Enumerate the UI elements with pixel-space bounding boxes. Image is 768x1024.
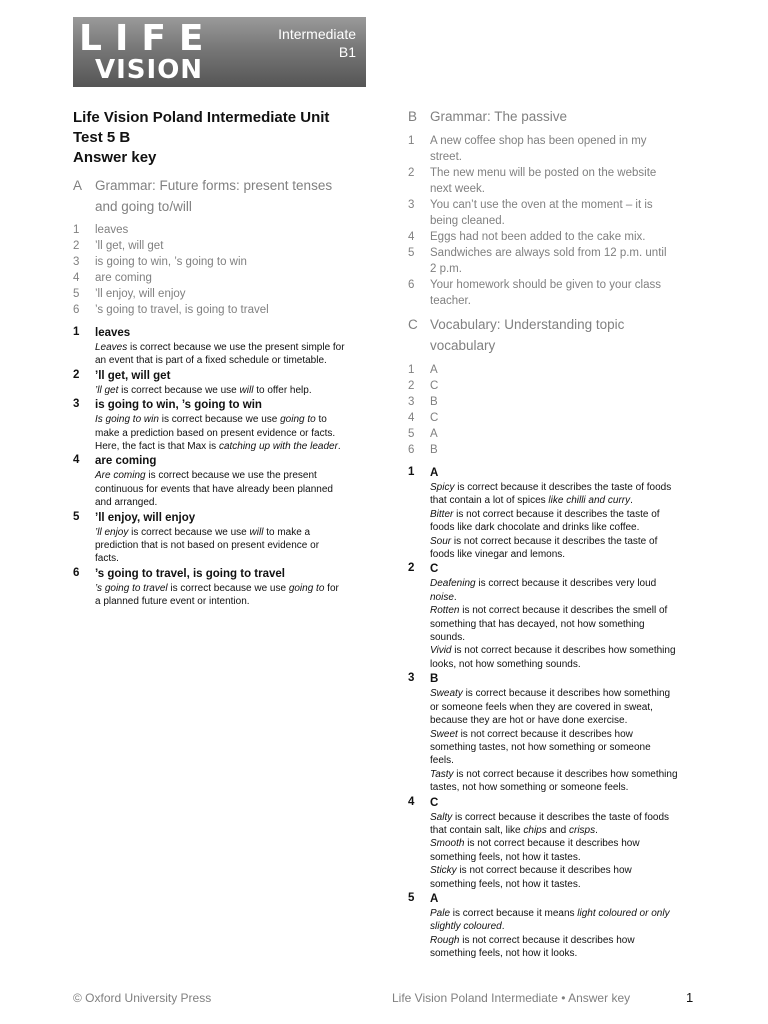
- emphasis-text: chips: [523, 824, 547, 836]
- explanation-line: [430, 728, 708, 741]
- explanation-line: [95, 469, 373, 482]
- explanation-line: [430, 811, 708, 824]
- logo-level-name: Intermediate: [278, 26, 356, 42]
- emphasis-text: Bitter: [430, 508, 454, 520]
- answer-number: 1: [73, 224, 80, 236]
- explanation-text: looks, not how something sounds.: [430, 658, 581, 670]
- explanation-line: [430, 548, 708, 561]
- logo-vision-word: VISION: [95, 55, 204, 85]
- explanation-item: [73, 325, 373, 368]
- section-b-heading-text: Grammar: The passive: [430, 109, 568, 124]
- footer-title: Life Vision Poland Intermediate • Answer key: [392, 991, 631, 1005]
- answer-number: 3: [408, 199, 415, 211]
- answer-number: 6: [408, 279, 415, 291]
- explanation-line: [430, 701, 708, 714]
- explanation-text: is not correct because it describes how something: [453, 768, 678, 780]
- emphasis-text: Vivid: [430, 645, 452, 657]
- answer-text-line: Your homework should be given to your class: [430, 279, 661, 291]
- explanation-text: is correct because we use: [128, 526, 250, 538]
- answer-list-item: [408, 197, 708, 229]
- emphasis-text: will: [249, 526, 264, 538]
- answer-list-item: [73, 238, 373, 254]
- explanation-text: Here, the fact is that Max is: [95, 441, 219, 453]
- life-vision-logo: [73, 17, 366, 87]
- explanation-line: [95, 413, 373, 426]
- explanation-text: feels.: [430, 755, 454, 767]
- explanation-text: because they are hot or have done exercise.: [430, 715, 628, 727]
- answer-text-line: A new coffee shop has been opened in my: [430, 135, 647, 147]
- section-b-heading: [408, 106, 708, 127]
- explanation-line: [430, 644, 708, 657]
- explanation-number: 5: [408, 891, 415, 904]
- emphasis-text: Sweaty: [430, 688, 463, 700]
- explanation-line: [430, 494, 708, 507]
- emphasis-text: catching up with the leader: [218, 441, 338, 453]
- emphasis-text: light coloured or only: [577, 907, 670, 919]
- explanation-line: [95, 354, 373, 367]
- explanation-line: [95, 595, 373, 608]
- emphasis-text: Sticky: [430, 865, 457, 877]
- explanation-text: prediction that is not based on present evidence or: [95, 540, 320, 552]
- explanation-item: [73, 453, 373, 509]
- answer-number: 4: [73, 272, 80, 284]
- answer-text: B: [430, 396, 438, 408]
- explanation-line: [95, 427, 373, 440]
- explanation-text: for: [324, 582, 339, 594]
- answer-text: C: [430, 380, 439, 392]
- emphasis-text: Spicy: [430, 482, 455, 493]
- answer-list-item: [408, 410, 708, 426]
- emphasis-text: Deafening: [430, 578, 476, 590]
- emphasis-text: ’s going to travel: [95, 582, 168, 594]
- explanation-answer: ’ll get, will get: [95, 369, 171, 382]
- explanation-line: [430, 947, 708, 960]
- explanation-item: [408, 795, 708, 891]
- explanation-answer: are coming: [95, 455, 157, 468]
- emphasis-text: Rough: [430, 934, 460, 946]
- answer-text: B: [430, 444, 438, 456]
- answer-text: ’s going to travel, is going to travel: [95, 304, 269, 316]
- explanation-line: [430, 535, 708, 548]
- explanation-answer: C: [430, 563, 439, 576]
- section-c-heading-line-1: Vocabulary: Understanding topic: [430, 317, 625, 332]
- answer-list-item: [408, 426, 708, 442]
- emphasis-text: ’ll enjoy: [95, 526, 129, 538]
- explanation-line: [430, 687, 708, 700]
- answer-number: 6: [73, 304, 80, 316]
- explanation-text: is not correct because it describes the smell of: [459, 605, 668, 617]
- explanation-line: [430, 577, 708, 590]
- explanation-text: something feels, not how it looks.: [430, 948, 578, 960]
- answer-number: 5: [73, 288, 80, 300]
- explanation-line: [430, 631, 708, 644]
- explanation-text: is not correct because it describes how: [457, 728, 633, 740]
- explanation-text: make a prediction based on present evidence or facts.: [95, 427, 336, 439]
- explanation-text: that contain salt, like: [430, 824, 524, 836]
- explanation-line: [430, 658, 708, 671]
- emphasis-text: Salty: [430, 811, 453, 823]
- section-c-letter: C: [408, 317, 418, 332]
- explanation-text: is correct because we use: [118, 384, 240, 396]
- answer-list-item: [408, 229, 708, 245]
- explanation-answer: ’s going to travel, is going to travel: [95, 567, 285, 580]
- explanation-text: is not correct because it describes how something: [451, 645, 676, 657]
- answer-list-item: [408, 165, 708, 197]
- section-c-answer-list: [408, 362, 708, 458]
- explanation-text: something feels, not how it tastes.: [430, 851, 581, 863]
- answer-number: 3: [408, 396, 415, 408]
- section-a-explanations: [73, 325, 373, 609]
- answer-list-item: [408, 378, 708, 394]
- explanation-text: is correct because it describes the taste of foods: [454, 482, 672, 493]
- answer-number: 4: [408, 231, 415, 243]
- answer-text-line: The new menu will be posted on the website: [430, 167, 657, 179]
- explanation-text: something that has decayed, not how something: [430, 618, 645, 630]
- explanation-line: [430, 508, 708, 521]
- explanation-line: [95, 539, 373, 552]
- explanation-text: .: [453, 591, 457, 603]
- explanation-line: [95, 552, 373, 565]
- explanation-text: is not correct because it describes the taste of: [453, 508, 660, 520]
- explanation-number: 4: [408, 795, 415, 808]
- answer-text: ’ll get, will get: [95, 240, 164, 252]
- explanation-line: [95, 440, 373, 453]
- emphasis-text: Pale: [430, 907, 451, 919]
- answer-list-item: [408, 394, 708, 410]
- explanation-number: 5: [73, 510, 80, 523]
- explanation-item: [73, 368, 373, 397]
- answer-list-item: [73, 302, 373, 318]
- answer-text-line: next week.: [430, 183, 485, 195]
- answer-number: 5: [408, 428, 415, 440]
- logo-life-word: LIFE: [79, 18, 217, 59]
- explanation-line: [95, 341, 373, 354]
- emphasis-text: Sour: [430, 535, 452, 547]
- answer-number: 4: [408, 412, 415, 424]
- explanation-line: [430, 934, 708, 947]
- explanation-line: [430, 604, 708, 617]
- answer-text: leaves: [95, 224, 129, 236]
- explanation-item: [73, 566, 373, 609]
- explanation-number: 4: [73, 454, 80, 467]
- explanation-text: is not correct because it describes the taste of: [451, 535, 658, 547]
- answer-number: 2: [73, 240, 80, 252]
- answer-list-item: [408, 362, 708, 378]
- explanation-line: [430, 521, 708, 534]
- section-c-explanations: [408, 465, 708, 961]
- answer-list-item: [408, 245, 708, 277]
- explanation-text: continuous for events that have already been planned: [95, 483, 333, 495]
- explanation-line: [430, 768, 708, 781]
- answer-list-item: [408, 442, 708, 458]
- explanation-line: [95, 526, 373, 539]
- logo-level: [278, 25, 356, 61]
- answer-text-line: being cleaned.: [430, 215, 505, 227]
- explanation-answer: C: [430, 796, 439, 809]
- emphasis-text: Leaves: [95, 342, 128, 353]
- answer-text: C: [430, 412, 439, 424]
- answer-list-item: [73, 222, 373, 238]
- title-line-1: Life Vision Poland Intermediate Unit: [73, 109, 330, 126]
- explanation-line: [430, 824, 708, 837]
- emphasis-text: slightly coloured: [430, 921, 502, 933]
- answer-text: are coming: [95, 272, 152, 284]
- explanation-text: something feels, not how it tastes.: [430, 878, 581, 890]
- explanation-item: [73, 510, 373, 566]
- explanation-number: 6: [73, 566, 80, 579]
- explanation-line: [95, 496, 373, 509]
- explanation-line: [430, 754, 708, 767]
- title-line-3: Answer key: [73, 149, 157, 166]
- explanation-text: or someone feels when they are covered in sweat,: [430, 701, 653, 713]
- page-number: 1: [686, 990, 694, 1005]
- explanation-line: [430, 618, 708, 631]
- answer-list-item: [408, 277, 708, 309]
- explanation-line: [430, 714, 708, 727]
- section-b-letter: B: [408, 109, 418, 124]
- section-c-heading: [408, 314, 708, 356]
- explanation-answer: A: [430, 467, 439, 479]
- emphasis-text: Sweet: [430, 728, 458, 740]
- section-c-heading-line-2: vocabulary: [430, 338, 496, 353]
- explanation-text: facts.: [95, 553, 119, 565]
- explanation-text: to make a: [263, 526, 311, 538]
- answer-text: A: [430, 428, 438, 440]
- explanation-text: .: [595, 824, 598, 836]
- explanation-text: is correct because it describes how something: [462, 688, 671, 700]
- answer-number: 2: [408, 167, 415, 179]
- emphasis-text: Smooth: [430, 838, 465, 850]
- explanation-text: and: [546, 824, 569, 836]
- answer-text: is going to win, ’s going to win: [95, 256, 247, 268]
- explanation-text: .: [337, 441, 341, 453]
- explanation-number: 1: [408, 466, 415, 478]
- explanation-text: is not correct because it describes how: [459, 934, 635, 946]
- emphasis-text: Tasty: [430, 768, 454, 780]
- section-a-heading: [73, 175, 373, 217]
- explanation-line: [430, 851, 708, 864]
- explanation-text: is correct because we use the present: [145, 470, 317, 482]
- explanation-text: .: [501, 921, 505, 933]
- explanation-number: 2: [73, 368, 80, 381]
- emphasis-text: Is going to win: [95, 414, 159, 426]
- explanation-line: [95, 483, 373, 496]
- answer-list-item: [73, 254, 373, 270]
- answer-text-line: You can’t use the oven at the moment – it is: [430, 199, 653, 211]
- emphasis-text: will: [239, 384, 254, 396]
- answer-number: 5: [408, 247, 415, 259]
- emphasis-text: like chilli and curry: [548, 495, 631, 507]
- explanation-line: [430, 864, 708, 877]
- section-a-heading-line-2: and going to/will: [95, 199, 192, 214]
- explanation-number: 1: [73, 326, 80, 338]
- explanation-text: is correct because we use the present simple for: [127, 342, 345, 353]
- section-a-letter: A: [73, 178, 83, 193]
- section-b-answer-list: [408, 133, 708, 309]
- explanation-line: [430, 741, 708, 754]
- explanation-item: [73, 397, 373, 453]
- answer-number: 1: [408, 135, 415, 147]
- emphasis-text: noise: [430, 591, 454, 603]
- explanation-text: to: [315, 414, 327, 426]
- explanation-line: [430, 878, 708, 891]
- section-a-answer-list: [73, 222, 373, 318]
- explanation-text: that contain a lot of spices: [430, 495, 549, 507]
- explanation-text: .: [630, 495, 633, 507]
- footer-copyright: © Oxford University Press: [73, 991, 212, 1005]
- emphasis-text: ’ll get: [95, 384, 119, 396]
- explanation-number: 3: [73, 398, 80, 411]
- explanation-line: [95, 384, 373, 397]
- explanation-line: [430, 837, 708, 850]
- explanation-item: [408, 891, 708, 961]
- explanation-text: and arranged.: [95, 497, 158, 509]
- answer-text: ’ll enjoy, will enjoy: [95, 288, 186, 300]
- answer-text: A: [430, 364, 438, 376]
- emphasis-text: Rotten: [430, 605, 460, 617]
- explanation-text: an event that is part of a fixed schedule or timetable.: [95, 355, 327, 367]
- answer-text-line: Sandwiches are always sold from 12 p.m. until: [430, 247, 667, 259]
- logo-level-code: B1: [338, 44, 356, 60]
- explanation-text: is correct because it describes very loud: [475, 578, 657, 590]
- explanation-text: is correct because we use: [158, 414, 281, 426]
- explanation-text: is not correct because it describes how: [456, 865, 632, 877]
- explanation-text: is correct because it means: [450, 907, 578, 919]
- explanation-text: is not correct because it describes how: [464, 838, 640, 850]
- explanation-text: sounds.: [430, 632, 466, 644]
- explanation-answer: A: [430, 892, 439, 905]
- explanation-line: [95, 582, 373, 595]
- explanation-number: 3: [408, 672, 415, 685]
- answer-number: 3: [73, 256, 80, 268]
- explanation-text: foods like dark chocolate and drinks like coffee.: [430, 522, 640, 534]
- explanation-line: [430, 481, 708, 494]
- explanation-item: [408, 561, 708, 671]
- emphasis-text: crisps: [569, 824, 596, 836]
- title-line-2: Test 5 B: [73, 129, 131, 146]
- explanation-text: is correct because it describes the taste of foods: [452, 811, 670, 823]
- explanation-line: [430, 907, 708, 920]
- explanation-answer: B: [430, 673, 439, 686]
- explanation-text: a planned future event or intention.: [95, 596, 250, 608]
- explanation-text: tastes, not how something or someone feels.: [430, 782, 629, 794]
- section-a-heading-line-1: Grammar: Future forms: present tenses: [95, 178, 333, 193]
- explanation-number: 2: [408, 562, 415, 575]
- explanation-text: foods like vinegar and lemons.: [430, 549, 566, 561]
- answer-text-line: Eggs had not been added to the cake mix.: [430, 231, 646, 243]
- explanation-text: is correct because we use: [167, 582, 289, 594]
- explanation-answer: ’ll enjoy, will enjoy: [95, 511, 196, 524]
- explanation-line: [430, 591, 708, 604]
- explanation-answer: leaves: [95, 327, 131, 339]
- emphasis-text: going to: [288, 582, 325, 594]
- answer-list-item: [408, 133, 708, 165]
- document-title: [73, 108, 373, 168]
- answer-number: 2: [408, 380, 415, 392]
- answer-list-item: [73, 286, 373, 302]
- explanation-text: to offer help.: [253, 384, 312, 396]
- answer-text-line: 2 p.m.: [430, 263, 462, 275]
- explanation-item: [408, 465, 708, 561]
- emphasis-text: Are coming: [95, 470, 146, 482]
- explanation-item: [408, 671, 708, 794]
- explanation-line: [430, 781, 708, 794]
- emphasis-text: going to: [280, 414, 316, 426]
- answer-list-item: [73, 270, 373, 286]
- explanation-line: [430, 920, 708, 933]
- answer-text-line: teacher.: [430, 295, 471, 307]
- answer-number: 1: [408, 364, 415, 376]
- answer-number: 6: [408, 444, 415, 456]
- explanation-text: something tastes, not how something or someone: [430, 741, 651, 753]
- explanation-answer: is going to win, ’s going to win: [95, 399, 262, 412]
- answer-text-line: street.: [430, 151, 462, 163]
